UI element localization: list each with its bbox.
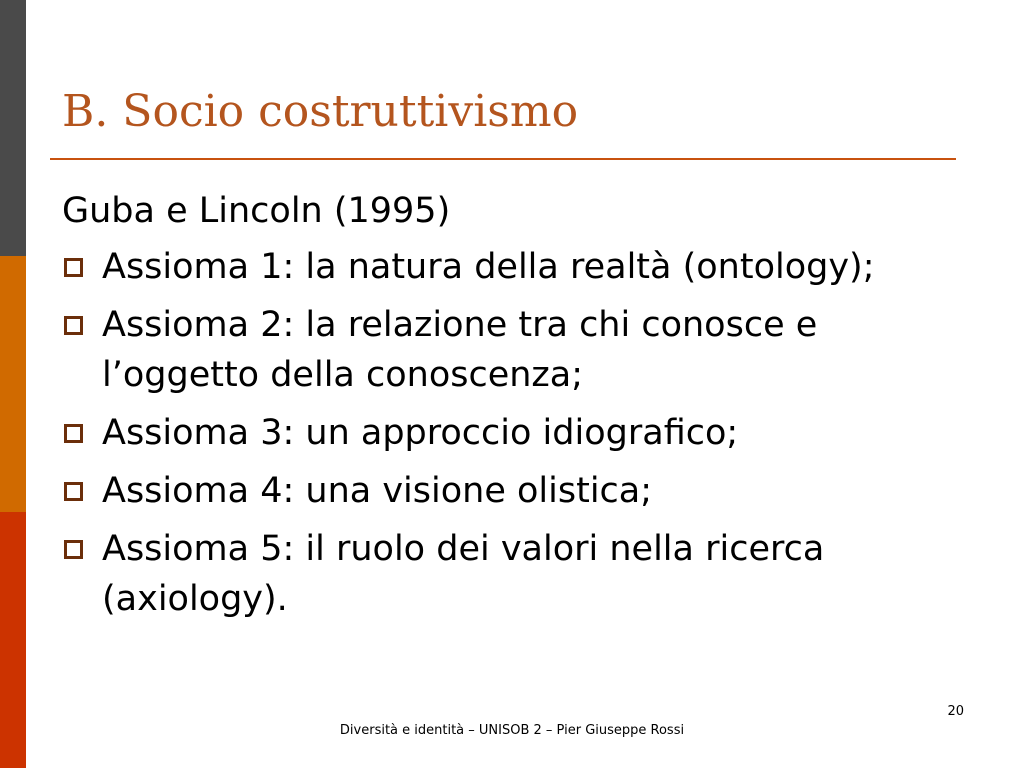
sidebar-stripe-orange [0,256,26,512]
bullet-item [62,524,952,624]
hollow-square-bullet-icon [64,316,83,335]
hollow-square-bullet-icon [64,482,83,501]
bullet-text: Assioma 5: il ruolo dei valori nella ricerca (axiology). [102,529,825,619]
sidebar-stripe-gray [0,0,26,256]
hollow-square-bullet-icon [64,258,83,277]
bullet-text: Assioma 1: la natura della realtà (ontology); [102,247,875,287]
title-underline [50,158,956,160]
hollow-square-bullet-icon [64,424,83,443]
bullet-text: Assioma 2: la relazione tra chi conosce e l’oggetto della conoscenza; [102,305,818,395]
footer-text: Diversità e identità – UNISOB 2 – Pier Giuseppe Rossi [339,723,685,738]
bullet-item [62,242,952,292]
bullet-item [62,466,952,516]
slide-title: B. Socio costruttivismo [62,86,579,137]
bullet-text: Assioma 3: un approccio idiografico; [102,413,739,453]
bullet-item [62,408,952,458]
intro-text: Guba e Lincoln (1995) [62,191,451,231]
slide-content [62,186,952,632]
bullet-item [62,300,952,400]
page-number: 20 [947,704,964,719]
hollow-square-bullet-icon [64,540,83,559]
bullet-text: Assioma 4: una visione olistica; [102,471,653,511]
bullet-list [62,242,952,624]
